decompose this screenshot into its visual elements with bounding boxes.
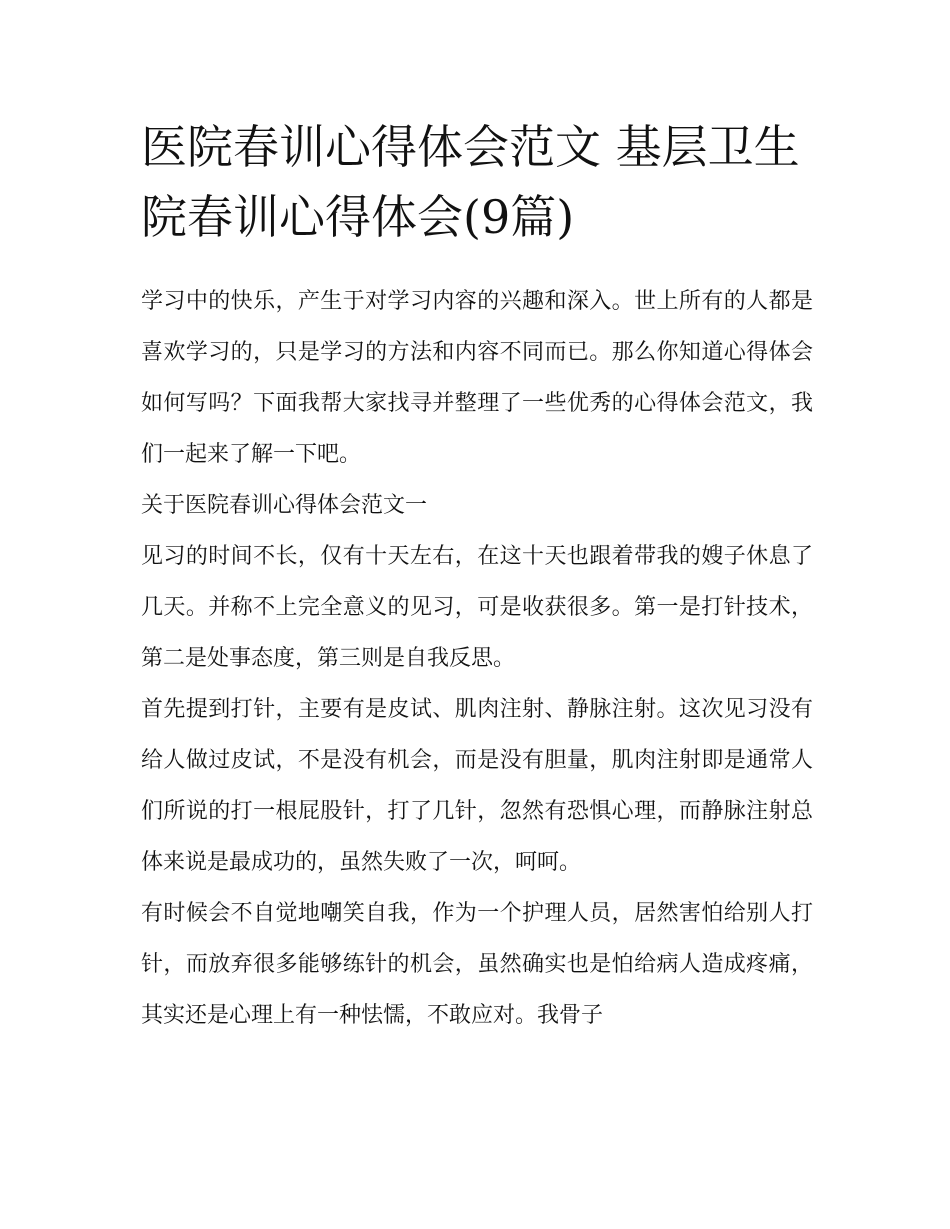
body-paragraph-1: 见习的时间不长，仅有十天左右，在这十天也跟着带我的嫂子休息了几天。并称不上完全意义的见习，可是收获很多。第一是打针技术，第二是处事态度，第三则是自我反思。 [141, 544, 813, 671]
document-page [141, 112, 813, 1041]
section-heading: 关于医院春训心得体会范文一 [141, 493, 428, 518]
body-paragraph-2: 首先提到打针，主要有是皮试、肌肉注射、静脉注射。这次见习没有给人做过皮试，不是没有机会，而是没有胆量，肌肉注射即是通常人们所说的打一根屁股针，打了几针，忽然有恐惧心理，而静脉注射总体来说是最成功的，虽然失败了一次，呵呵。 [141, 697, 813, 875]
body-paragraph-3: 有时候会不自觉地嘲笑自我，作为一个护理人员，居然害怕给别人打针，而放弃很多能够练针的机会，虽然确实也是怕给病人造成疼痛，其实还是心理上有一种怯懦，不敢应对。我骨子 [141, 901, 813, 1028]
intro-paragraph: 学习中的快乐，产生于对学习内容的兴趣和深入。世上所有的人都是喜欢学习的，只是学习的方法和内容不同而已。那么你知道心得体会如何写吗？下面我帮大家找寻并整理了一些优秀的心得体会范文，我们一起来了解一下吧。 [141, 289, 813, 467]
document-title: 医院春训心得体会范文 基层卫生院春训心得体会(9篇) [141, 120, 800, 244]
